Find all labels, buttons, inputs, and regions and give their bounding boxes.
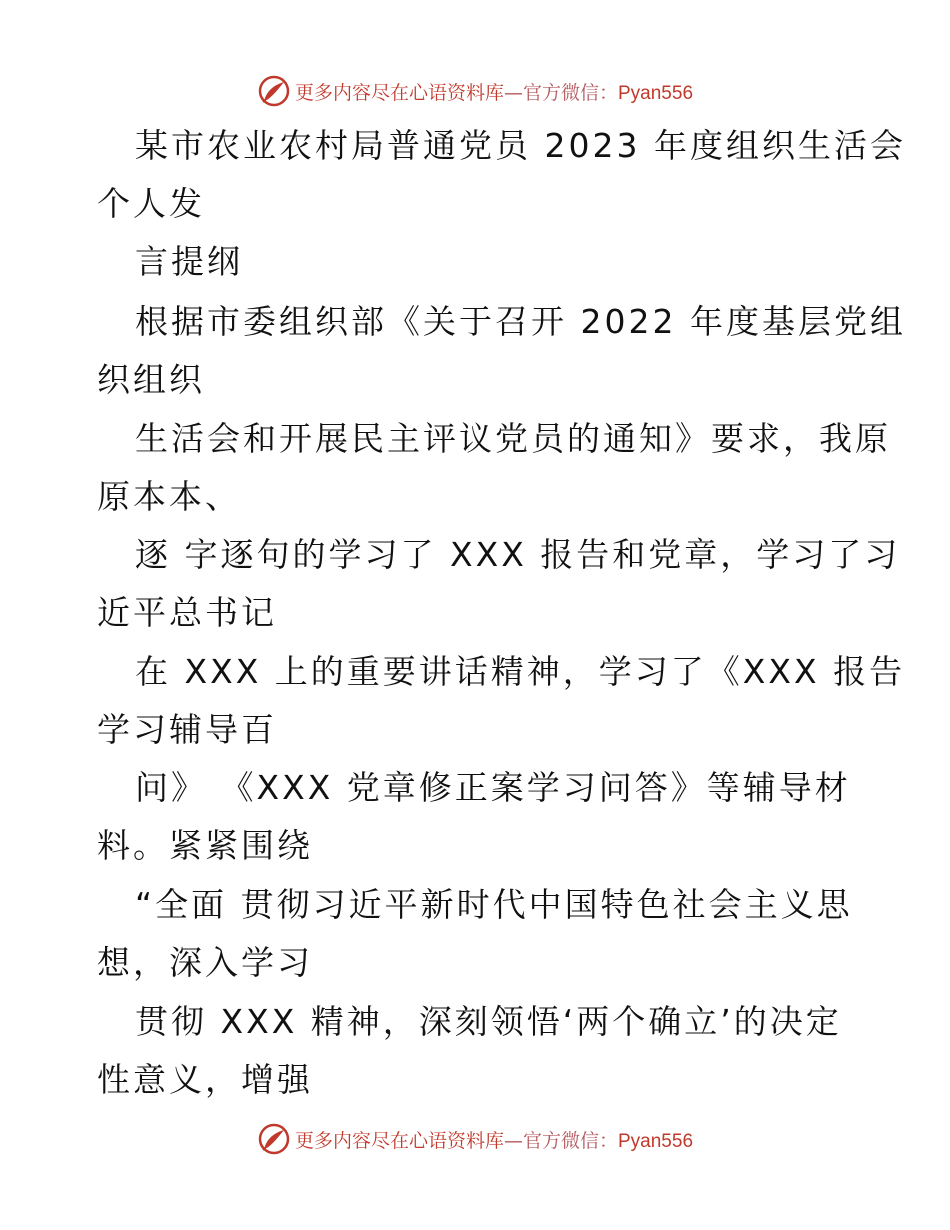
watermark-wechat-label: 官方微信： — [522, 1129, 618, 1152]
doc-line: 性意义，增强 — [97, 1060, 313, 1099]
doc-line: 原本本、 — [97, 477, 241, 516]
watermark-main-text: 更多内容尽在心语资料库 — [294, 1129, 504, 1152]
doc-line: “全面 贯彻习近平新时代中国特色社会主义思 — [135, 885, 853, 924]
doc-line: 料。紧紧围绕 — [97, 826, 313, 865]
watermark-text — [295, 1126, 693, 1153]
doc-line: 问》 《XXX 党章修正案学习问答》等辅导材 — [135, 768, 851, 807]
doc-line: 在 XXX 上的重要讲话精神，学习了《XXX 报告 — [135, 652, 906, 691]
watermark-dash: — — [503, 81, 523, 104]
doc-line: 近平总书记 — [97, 593, 277, 632]
doc-line: 织组织 — [97, 360, 205, 399]
watermark-wechat-id: Pyan556 — [618, 82, 694, 104]
watermark-wechat-label: 官方微信： — [522, 81, 618, 104]
doc-line: 言提纲 — [135, 242, 243, 281]
pen-logo-icon — [257, 1122, 291, 1156]
doc-line: 某市农业农村局普通党员 2023 年度组织生活会 — [135, 126, 906, 165]
watermark-dash: — — [503, 1129, 523, 1152]
doc-line: 贯彻 XXX 精神，深刻领悟‘两个确立’的决定 — [135, 1002, 842, 1041]
doc-line: 学习辅导百 — [97, 710, 277, 749]
watermark-wechat-id: Pyan556 — [618, 1130, 694, 1152]
watermark-main-text: 更多内容尽在心语资料库 — [294, 81, 504, 104]
watermark-text — [295, 78, 693, 105]
header-watermark-banner — [0, 71, 950, 111]
pen-logo-icon — [257, 74, 291, 108]
doc-line: 个人发 — [97, 184, 205, 223]
doc-line: 想，深入学习 — [97, 943, 313, 982]
doc-line: 生活会和开展民主评议党员的通知》要求，我原 — [135, 419, 891, 458]
footer-watermark-banner — [0, 1119, 950, 1159]
doc-line: 根据市委组织部《关于召开 2022 年度基层党组 — [135, 302, 906, 341]
doc-line: 逐 字逐句的学习了 XXX 报告和党章，学习了习 — [135, 535, 901, 574]
